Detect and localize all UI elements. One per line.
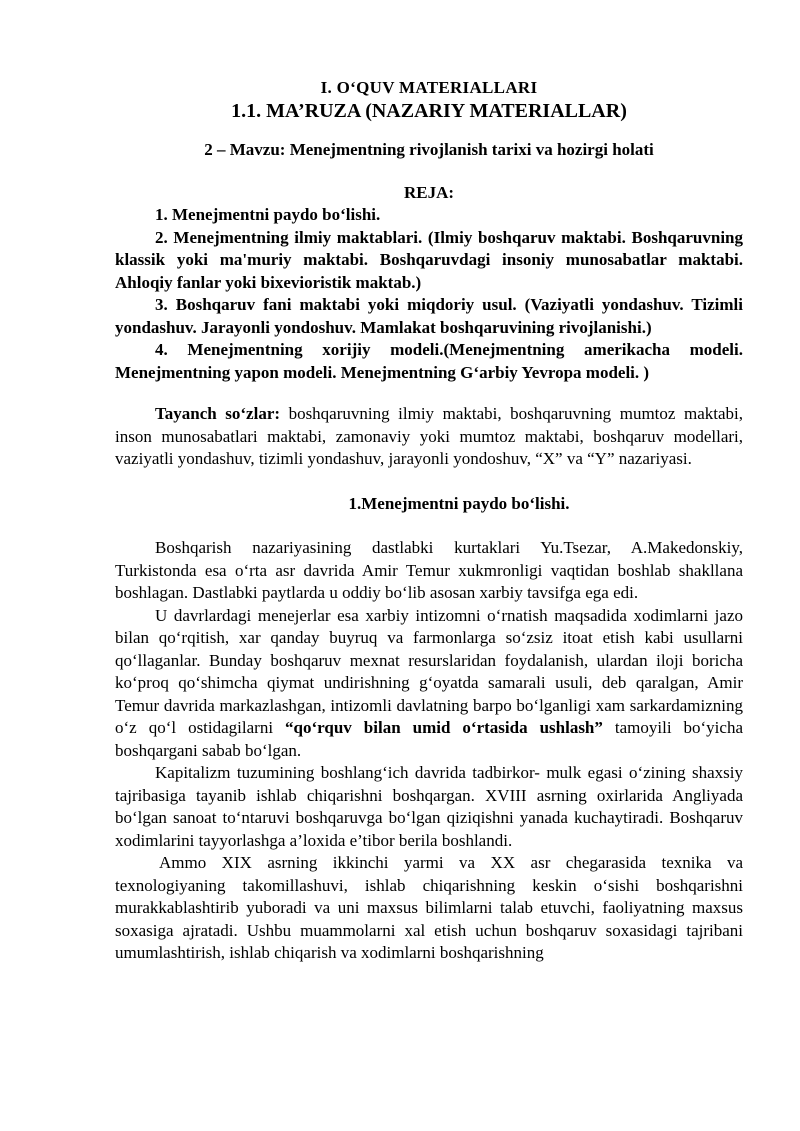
keywords-label: Tayanch so‘zlar: <box>155 404 281 423</box>
subsection-title: 1.1. MA’RUZA (NAZARIY MATERIALLAR) <box>231 100 627 122</box>
plan-item: 2. Menejmentning ilmiy maktablari. (Ilmiy boshqaruv maktabi. Boshqaruvning klassik yoki ma'muriy maktabi. Boshqaruvdagi insoniy munosabatlar maktabi. Ahloqiy fanlar yoki bixevioristik maktab.) <box>115 227 743 292</box>
plan-list <box>115 204 743 384</box>
section-heading: 1.Menejmentni paydo bo‘lishi. <box>348 493 570 513</box>
plan-item: 3. Boshqaruv fani maktabi yoki miqdoriy usul. (Vaziyatli yondashuv. Tizimli yondashuv. Jarayonli yondoshuv. Mamlakat boshqaruvining rivojlanishi.) <box>115 295 743 337</box>
plan-item: 4. Menejmentning xorijiy modeli.(Menejmentning amerikacha modeli. Menejmentning yapon modeli. Menejmentning G‘arbiy Yevropa modeli. ) <box>115 340 743 382</box>
paragraph-text: U davrlardagi menejerlar esa xarbiy intizomni o‘rnatish maqsadida xodimlarni jazo bilan qo‘rqitish, xar qanday buyruq va farmonlarga so‘zsiz itoat etish kabi usullarni qo‘llaganlar. Bunday boshqaruv mexnat resurslaridan foydalanish, ulardan iloji boricha ko‘proq qo‘shimcha qiymat undirishning g‘oyatda samarali usuli, deb qaralgan, Amir Temur davrida markazlashgan, intizomli davlatning barpo bo‘lganligi xam sarkardamizning o‘z qo‘l ostidagilarni <box>115 605 743 737</box>
keywords-paragraph <box>115 403 743 471</box>
keywords-text: boshqaruvning ilmiy maktabi, boshqaruvning mumtoz maktabi, inson munosabatlari maktabi, zamonaviy yoki mumtoz maktabi, boshqaruv modellari, vaziyatli yondashuv, tizimli yondashuv, jarayonli yondoshuv, “X” va “Y” nazariyasi. <box>115 404 743 468</box>
body-paragraph: Kapitalizm tuzumining boshlang‘ich davrida tadbirkor- mulk egasi o‘zining shaxsiy tajribasiga tayanib ishlab chiqarishni boshqargan. XVIII asrning oxirlarida Angliyada bo‘lgan sanoat to‘ntaruvi boshqaruvga bo‘lgan qiziqishni yanada kuchaytiradi. Boshqaruv xodimlarini tayyorlashga a’loxida e’tibor berila boshlandi. <box>115 763 743 850</box>
section-title: I. O‘QUV MATERIALLARI <box>320 78 538 97</box>
plan-title: REJA: <box>403 182 455 202</box>
body-paragraph: Boshqarish nazariyasining dastlabki kurtaklari Yu.Tsezar, A.Makedonskiy, Turkistonda esa o‘rta asr davrida Amir Temur xukmronligi vaqtidan boshlab shakllana boshlagan. Dastlabki paytlarda u oddiy bo‘lib asosan xarbiy tavsifga ega edi. <box>115 538 743 602</box>
body-paragraph: Ammo XIX asrning ikkinchi yarmi va XX asr chegarasida texnika va texnologiyaning takomillashuvi, ishlab chiqarishning keskin o‘sishi boshqarishni murakkablashtirib yuboradi va uni maxsus bilimlarni talab etuvchi, faoliyatning maxsus soxasiga ajratadi. Ushbu muammolarni xal etish uchun boshqaruv soxasidagi tajribani umumlashtirish, ishlab chiqarish va xodimlarni boshqarishning <box>115 853 743 962</box>
quote-emphasis: “qo‘rquv bilan umid o‘rtasida ushlash” <box>285 718 603 737</box>
plan-item: 1. Menejmentni paydo bo‘lishi. <box>155 205 381 224</box>
section-body <box>115 537 743 965</box>
body-paragraph <box>115 605 743 763</box>
topic-title: 2 – Mavzu: Menejmentning rivojlanish tarixi va hozirgi holati <box>204 140 654 159</box>
paragraph-text: tamoyili bo‘yicha boshqargani sabab bo‘lgan. <box>115 718 743 760</box>
document-page <box>115 78 743 965</box>
